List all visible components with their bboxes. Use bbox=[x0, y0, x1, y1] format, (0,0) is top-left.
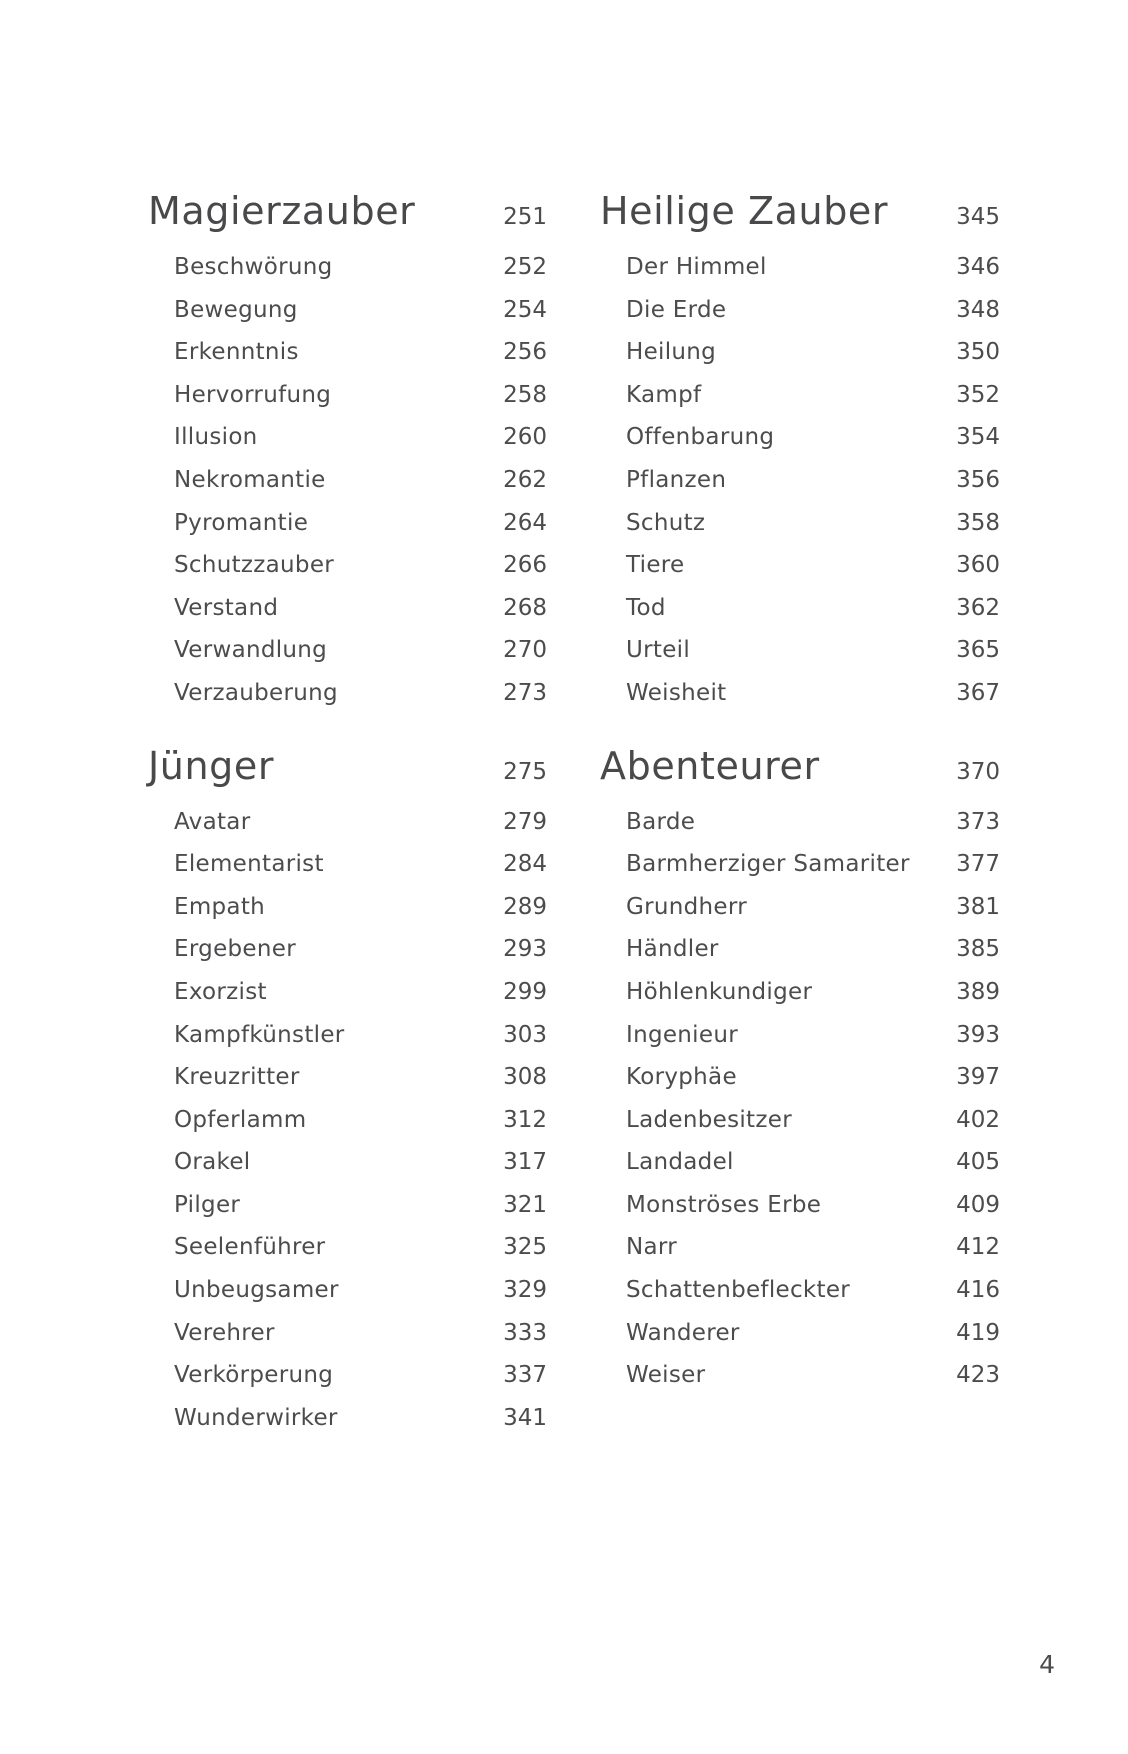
item-page-number: 402 bbox=[956, 1106, 1000, 1133]
toc-item bbox=[148, 971, 547, 1014]
item-label: Der Himmel bbox=[626, 254, 767, 280]
toc-item bbox=[148, 502, 547, 545]
toc-item bbox=[600, 1056, 1000, 1099]
item-page-number: 367 bbox=[956, 679, 1000, 706]
toc-item bbox=[148, 459, 547, 502]
toc-item bbox=[600, 672, 1000, 715]
toc-item bbox=[600, 459, 1000, 502]
toc-item bbox=[148, 801, 547, 844]
item-label: Urteil bbox=[626, 637, 691, 664]
toc-item bbox=[600, 1141, 1000, 1184]
toc-item bbox=[148, 1099, 547, 1142]
section-title: Magierzauber bbox=[148, 189, 416, 233]
item-label: Verwandlung bbox=[174, 637, 328, 664]
item-label: Erkenntnis bbox=[174, 339, 299, 366]
item-page-number: 337 bbox=[503, 1362, 547, 1389]
toc-item bbox=[600, 843, 1000, 886]
item-page-number: 419 bbox=[956, 1319, 1000, 1346]
toc-item bbox=[148, 1397, 547, 1440]
toc-item bbox=[148, 331, 547, 374]
toc-item bbox=[600, 1354, 1000, 1397]
item-label: Grundherr bbox=[626, 893, 747, 920]
toc-section bbox=[600, 188, 1000, 715]
item-page-number: 312 bbox=[503, 1106, 547, 1133]
toc-section bbox=[600, 743, 1000, 1397]
item-label: Barde bbox=[626, 808, 696, 835]
item-page-number: 273 bbox=[503, 679, 547, 706]
item-label: Kampf bbox=[626, 381, 702, 408]
toc-item bbox=[148, 416, 547, 459]
item-label: Narr bbox=[626, 1234, 678, 1261]
toc-column-left bbox=[148, 188, 547, 1439]
item-label: Ladenbesitzer bbox=[626, 1106, 792, 1133]
toc-item bbox=[148, 672, 547, 715]
item-label: Höhlenkundiger bbox=[626, 978, 813, 1005]
item-label: Orakel bbox=[174, 1149, 251, 1176]
toc-item bbox=[600, 928, 1000, 971]
item-page-number: 266 bbox=[503, 552, 547, 579]
item-page-number: 356 bbox=[956, 466, 1000, 493]
item-page-number: 416 bbox=[956, 1277, 1000, 1304]
toc-item bbox=[600, 886, 1000, 929]
toc-item bbox=[148, 1184, 547, 1227]
item-page-number: 348 bbox=[956, 296, 1000, 323]
item-page-number: 317 bbox=[503, 1149, 547, 1176]
item-label: Monströses Erbe bbox=[626, 1191, 822, 1218]
item-page-number: 268 bbox=[503, 594, 547, 621]
item-label: Opferlamm bbox=[174, 1106, 307, 1133]
item-page-number: 321 bbox=[503, 1191, 547, 1218]
item-page-number: 264 bbox=[503, 509, 547, 536]
item-page-number: 405 bbox=[956, 1149, 1000, 1176]
toc-item bbox=[148, 886, 547, 929]
item-page-number: 365 bbox=[956, 637, 1000, 664]
toc-item bbox=[600, 416, 1000, 459]
section-heading-row bbox=[148, 188, 547, 240]
section-page-number: 345 bbox=[956, 204, 1000, 230]
item-page-number: 423 bbox=[956, 1362, 1000, 1389]
item-page-number: 303 bbox=[503, 1021, 547, 1048]
page-number-footer: 4 bbox=[1039, 1650, 1055, 1679]
item-label: Händler bbox=[626, 936, 719, 963]
item-label: Exorzist bbox=[174, 978, 267, 1005]
section-heading-row bbox=[600, 188, 1000, 240]
toc-item bbox=[148, 1269, 547, 1312]
section-page-number: 251 bbox=[503, 204, 547, 230]
toc-item bbox=[148, 1014, 547, 1057]
item-label: Seelenführer bbox=[174, 1234, 326, 1261]
toc-item bbox=[600, 331, 1000, 374]
toc-item bbox=[148, 374, 547, 417]
item-page-number: 373 bbox=[956, 808, 1000, 835]
toc-item bbox=[600, 1184, 1000, 1227]
toc-item bbox=[148, 246, 547, 289]
item-label: Kreuzritter bbox=[174, 1064, 300, 1091]
item-page-number: 260 bbox=[503, 424, 547, 451]
toc-item bbox=[148, 629, 547, 672]
toc-item bbox=[600, 502, 1000, 545]
item-label: Weisheit bbox=[626, 679, 727, 706]
item-label: Barmherziger Samariter bbox=[626, 851, 910, 878]
item-page-number: 308 bbox=[503, 1064, 547, 1091]
item-label: Verzauberung bbox=[174, 679, 338, 706]
toc-item bbox=[148, 1354, 547, 1397]
item-page-number: 256 bbox=[503, 339, 547, 366]
toc-item bbox=[600, 289, 1000, 332]
item-label: Empath bbox=[174, 893, 266, 920]
item-page-number: 254 bbox=[503, 296, 547, 323]
section-title: Jünger bbox=[148, 743, 275, 788]
item-page-number: 329 bbox=[503, 1277, 547, 1304]
toc-item bbox=[600, 971, 1000, 1014]
toc-item bbox=[600, 1099, 1000, 1142]
item-page-number: 346 bbox=[956, 254, 1000, 280]
item-page-number: 333 bbox=[503, 1319, 547, 1346]
item-page-number: 393 bbox=[956, 1021, 1000, 1048]
toc-item bbox=[600, 1014, 1000, 1057]
toc-item bbox=[148, 1056, 547, 1099]
item-page-number: 352 bbox=[956, 381, 1000, 408]
item-label: Wanderer bbox=[626, 1319, 740, 1346]
item-page-number: 299 bbox=[503, 978, 547, 1005]
toc-item bbox=[600, 374, 1000, 417]
item-label: Wunderwirker bbox=[174, 1404, 338, 1431]
toc-item bbox=[148, 1226, 547, 1269]
toc-item bbox=[600, 1269, 1000, 1312]
section-heading-row bbox=[148, 743, 547, 795]
toc-item bbox=[148, 843, 547, 886]
section-title: Abenteurer bbox=[600, 743, 820, 788]
toc-item bbox=[600, 1312, 1000, 1355]
item-page-number: 252 bbox=[503, 254, 547, 280]
toc-column-right bbox=[600, 188, 1000, 1439]
item-page-number: 350 bbox=[956, 339, 1000, 366]
item-page-number: 354 bbox=[956, 424, 1000, 451]
table-of-contents bbox=[148, 188, 1000, 1439]
item-label: Avatar bbox=[174, 808, 251, 835]
item-page-number: 381 bbox=[956, 893, 1000, 920]
item-page-number: 360 bbox=[956, 552, 1000, 579]
section-title: Heilige Zauber bbox=[600, 189, 889, 233]
item-page-number: 409 bbox=[956, 1191, 1000, 1218]
item-label: Unbeugsamer bbox=[174, 1277, 339, 1304]
item-label: Tiere bbox=[626, 552, 685, 579]
item-label: Ingenieur bbox=[626, 1021, 738, 1048]
item-label: Die Erde bbox=[626, 296, 727, 323]
item-page-number: 325 bbox=[503, 1234, 547, 1261]
item-label: Ergebener bbox=[174, 936, 296, 963]
item-page-number: 385 bbox=[956, 936, 1000, 963]
toc-section bbox=[148, 743, 547, 1440]
item-label: Schutzzauber bbox=[174, 552, 335, 579]
item-page-number: 270 bbox=[503, 637, 547, 664]
item-label: Verstand bbox=[174, 594, 279, 621]
toc-item bbox=[600, 629, 1000, 672]
item-page-number: 341 bbox=[503, 1404, 547, 1431]
toc-item bbox=[600, 246, 1000, 289]
item-page-number: 289 bbox=[503, 893, 547, 920]
section-page-number: 370 bbox=[956, 758, 1000, 785]
item-label: Verkörperung bbox=[174, 1362, 334, 1389]
item-label: Pyromantie bbox=[174, 509, 309, 536]
item-label: Pflanzen bbox=[626, 466, 727, 493]
section-heading-row bbox=[600, 743, 1000, 795]
item-page-number: 279 bbox=[503, 808, 547, 835]
toc-section bbox=[148, 188, 547, 715]
item-label: Schutz bbox=[626, 509, 706, 536]
toc-item bbox=[148, 1141, 547, 1184]
item-label: Landadel bbox=[626, 1149, 734, 1176]
item-page-number: 389 bbox=[956, 978, 1000, 1005]
toc-item bbox=[600, 1226, 1000, 1269]
item-label: Illusion bbox=[174, 424, 258, 451]
item-page-number: 284 bbox=[503, 851, 547, 878]
toc-item bbox=[148, 1312, 547, 1355]
item-label: Bewegung bbox=[174, 296, 298, 323]
item-label: Verehrer bbox=[174, 1319, 275, 1346]
toc-item bbox=[600, 587, 1000, 630]
item-label: Schattenbefleckter bbox=[626, 1277, 851, 1304]
toc-item bbox=[600, 544, 1000, 587]
item-label: Elementarist bbox=[174, 851, 324, 878]
item-label: Pilger bbox=[174, 1191, 241, 1218]
item-label: Heilung bbox=[626, 339, 717, 366]
item-page-number: 358 bbox=[956, 509, 1000, 536]
item-label: Beschwörung bbox=[174, 254, 333, 280]
item-label: Tod bbox=[626, 594, 666, 621]
item-label: Kampfkünstler bbox=[174, 1021, 345, 1048]
toc-item bbox=[600, 801, 1000, 844]
item-label: Nekromantie bbox=[174, 466, 326, 493]
item-page-number: 262 bbox=[503, 466, 547, 493]
item-label: Hervorrufung bbox=[174, 381, 332, 408]
item-label: Koryphäe bbox=[626, 1064, 737, 1091]
toc-item bbox=[148, 928, 547, 971]
item-page-number: 258 bbox=[503, 381, 547, 408]
item-label: Offenbarung bbox=[626, 424, 775, 451]
toc-item bbox=[148, 289, 547, 332]
item-page-number: 362 bbox=[956, 594, 1000, 621]
toc-item bbox=[148, 544, 547, 587]
item-page-number: 377 bbox=[956, 851, 1000, 878]
item-page-number: 293 bbox=[503, 936, 547, 963]
item-page-number: 412 bbox=[956, 1234, 1000, 1261]
item-page-number: 397 bbox=[956, 1064, 1000, 1091]
section-page-number: 275 bbox=[503, 758, 547, 785]
item-label: Weiser bbox=[626, 1362, 706, 1389]
toc-item bbox=[148, 587, 547, 630]
